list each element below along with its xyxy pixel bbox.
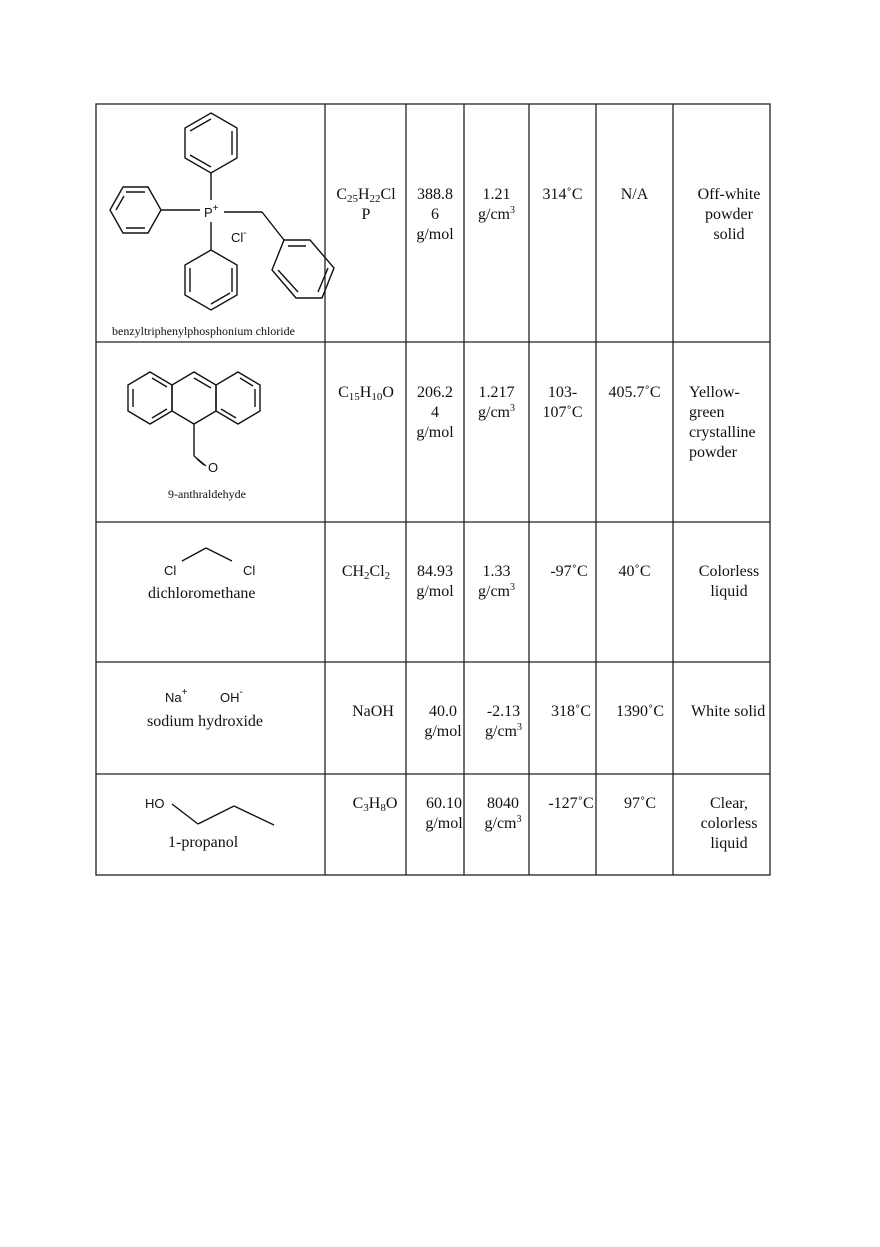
molecular-weight: 84.93 g/mol: [416, 563, 454, 600]
density: 8040 $g/cm^3$: [484, 795, 522, 832]
molecular-weight: 388.8 6 g/mol: [416, 186, 454, 243]
hydroxyl-label: HO: [145, 796, 165, 811]
oxygen-label: O: [208, 460, 219, 475]
propanol-structure: [140, 790, 280, 830]
hydroxide-ion-label: OH-: [220, 687, 243, 705]
melting-point: 318˚C: [551, 703, 591, 720]
sodium-hydroxide-structure: [160, 682, 260, 708]
appearance: Clear, colorless liquid: [700, 795, 758, 852]
appearance: White solid: [691, 703, 766, 720]
molecular-weight: 206.2 4 g/mol: [416, 384, 454, 441]
dichloromethane-structure: [160, 540, 270, 580]
melting-point: 314˚C: [542, 186, 583, 203]
appearance: Yellow- green crystalline powder: [689, 384, 756, 461]
melting-point: -127˚C: [548, 795, 594, 812]
chloride-label: Cl-: [231, 228, 247, 245]
compound-name: 1-propanol: [168, 834, 239, 851]
appearance: Off-white powder solid: [697, 186, 761, 243]
molecular-weight: 40.0 g/mol: [424, 703, 462, 740]
density: 1.21 $g/cm^3$: [478, 186, 515, 223]
chlorine-right-label: Cl: [243, 563, 256, 578]
molecular-weight: 60.10 g/mol: [425, 795, 463, 832]
phosphorus-label: P+: [204, 203, 219, 220]
boiling-point: 1390˚C: [616, 703, 664, 720]
boiling-point: 40˚C: [618, 563, 651, 580]
boiling-point: N/A: [620, 186, 649, 203]
molecular-formula: $C_3H_8O$: [352, 795, 398, 814]
density: -2.13 $g/cm^3$: [485, 703, 522, 740]
benzyltriphenylphosphonium-structure: [100, 108, 340, 333]
sodium-ion-label: Na+: [165, 687, 188, 705]
molecular-formula: NaOH: [352, 703, 394, 720]
compound-name: dichloromethane: [148, 585, 256, 602]
anthraldehyde-structure: [120, 355, 305, 485]
molecular-formula: $C_{15}H_{10}O$: [338, 384, 394, 403]
boiling-point: 97˚C: [624, 795, 656, 812]
melting-point: 103- 107˚C: [542, 384, 583, 421]
compound-name: sodium hydroxide: [147, 713, 263, 730]
molecular-formula: $C_{25}H_{22}Cl$ P: [336, 186, 396, 223]
compound-name: 9-anthraldehyde: [168, 487, 246, 501]
compound-name: benzyltriphenylphosphonium chloride: [112, 324, 295, 338]
chlorine-left-label: Cl: [164, 563, 177, 578]
boiling-point: 405.7˚C: [608, 384, 661, 401]
density: 1.33 $g/cm^3$: [478, 563, 515, 600]
density: 1.217 $g/cm^3$: [478, 384, 515, 421]
appearance: Colorless liquid: [698, 563, 760, 600]
melting-point: -97˚C: [550, 563, 588, 580]
molecular-formula: $CH_2Cl_2$: [341, 563, 391, 582]
